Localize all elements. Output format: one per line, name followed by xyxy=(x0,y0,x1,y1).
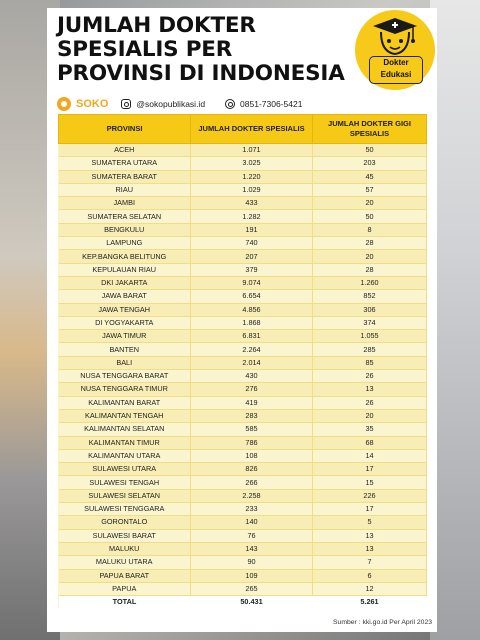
table-row xyxy=(59,223,427,236)
cell-provinsi: SUMATERA UTARA xyxy=(59,157,191,170)
graduate-face-icon xyxy=(355,10,435,60)
whatsapp-number: 0851-7306-5421 xyxy=(240,99,303,109)
cell-dokter-spesialis: 207 xyxy=(191,250,313,263)
cell-dokter-spesialis: 430 xyxy=(191,370,313,383)
cell-dokter-gigi-spesialis: 28 xyxy=(313,237,427,250)
cell-dokter-gigi-spesialis: 20 xyxy=(313,250,427,263)
cell-dokter-spesialis: 266 xyxy=(191,476,313,489)
cell-provinsi: BANTEN xyxy=(59,343,191,356)
contact-bar xyxy=(57,96,437,112)
table-row xyxy=(59,582,427,595)
cell-dokter-spesialis: 740 xyxy=(191,237,313,250)
table-row xyxy=(59,409,427,422)
infographic-card xyxy=(47,8,437,632)
table-row xyxy=(59,290,427,303)
cell-dokter-gigi-spesialis: 15 xyxy=(313,476,427,489)
cell-dokter-gigi-spesialis: 17 xyxy=(313,503,427,516)
source-note: Sumber : kki.go.id Per April 2023 xyxy=(333,619,432,626)
cell-provinsi: SULAWESI BARAT xyxy=(59,529,191,542)
cell-dokter-spesialis: 283 xyxy=(191,409,313,422)
cell-provinsi: KALIMANTAN UTARA xyxy=(59,449,191,462)
table-row xyxy=(59,343,427,356)
logo-text-line: Dokter xyxy=(383,58,409,67)
soko-brand: SOKO xyxy=(76,98,109,110)
header-provinsi: PROVINSI xyxy=(59,115,191,144)
cell-provinsi: LAMPUNG xyxy=(59,237,191,250)
cell-dokter-gigi-spesialis: 5 xyxy=(313,516,427,529)
cell-dokter-spesialis: 108 xyxy=(191,449,313,462)
cell-provinsi: RIAU xyxy=(59,183,191,196)
table-row xyxy=(59,263,427,276)
cell-dokter-spesialis: 143 xyxy=(191,542,313,555)
cell-dokter-gigi-spesialis: 6 xyxy=(313,569,427,582)
cell-provinsi: PAPUA BARAT xyxy=(59,569,191,582)
cell-dokter-spesialis: 6.654 xyxy=(191,290,313,303)
cell-dokter-gigi-spesialis: 13 xyxy=(313,383,427,396)
total-label: TOTAL xyxy=(59,596,191,609)
table-row xyxy=(59,542,427,555)
cell-provinsi: KEPULAUAN RIAU xyxy=(59,263,191,276)
table-row xyxy=(59,489,427,502)
total-dokter-spesialis: 50.431 xyxy=(191,596,313,609)
doctor-table xyxy=(58,114,426,608)
cell-dokter-spesialis: 1.868 xyxy=(191,316,313,329)
cell-dokter-spesialis: 379 xyxy=(191,263,313,276)
cell-provinsi: PAPUA xyxy=(59,582,191,595)
cell-dokter-gigi-spesialis: 7 xyxy=(313,556,427,569)
whatsapp-icon xyxy=(225,99,235,109)
cell-dokter-gigi-spesialis: 852 xyxy=(313,290,427,303)
table-row xyxy=(59,449,427,462)
cell-dokter-gigi-spesialis: 14 xyxy=(313,449,427,462)
cell-dokter-spesialis: 9.074 xyxy=(191,276,313,289)
cell-provinsi: KEP.BANGKA BELITUNG xyxy=(59,250,191,263)
table-row xyxy=(59,516,427,529)
cell-provinsi: DKI JAKARTA xyxy=(59,276,191,289)
cell-provinsi: BALI xyxy=(59,356,191,369)
table-total-row xyxy=(59,596,427,609)
table-row xyxy=(59,503,427,516)
table-row xyxy=(59,157,427,170)
table-row xyxy=(59,330,427,343)
table-row xyxy=(59,303,427,316)
cell-dokter-gigi-spesialis: 13 xyxy=(313,542,427,555)
table-row xyxy=(59,356,427,369)
cell-dokter-spesialis: 1.071 xyxy=(191,144,313,157)
cell-dokter-spesialis: 76 xyxy=(191,529,313,542)
table-row xyxy=(59,197,427,210)
table-row xyxy=(59,463,427,476)
table-row xyxy=(59,170,427,183)
cell-dokter-gigi-spesialis: 17 xyxy=(313,463,427,476)
soko-logo-icon xyxy=(57,97,71,111)
table-row xyxy=(59,423,427,436)
instagram-handle: @sokopublikasi.id xyxy=(136,99,206,109)
table-row xyxy=(59,370,427,383)
cell-provinsi: DI YOGYAKARTA xyxy=(59,316,191,329)
cell-dokter-spesialis: 1.029 xyxy=(191,183,313,196)
cell-provinsi: ACEH xyxy=(59,144,191,157)
cell-provinsi: MALUKU xyxy=(59,542,191,555)
table-row xyxy=(59,316,427,329)
table-row xyxy=(59,183,427,196)
cell-dokter-gigi-spesialis: 226 xyxy=(313,489,427,502)
cell-provinsi: SUMATERA SELATAN xyxy=(59,210,191,223)
cell-dokter-spesialis: 191 xyxy=(191,223,313,236)
title-line: PROVINSI DI INDONESIA xyxy=(57,61,345,86)
table-row xyxy=(59,144,427,157)
cell-dokter-gigi-spesialis: 306 xyxy=(313,303,427,316)
page-title xyxy=(57,14,357,86)
cell-provinsi: KALIMANTAN BARAT xyxy=(59,396,191,409)
cell-dokter-gigi-spesialis: 12 xyxy=(313,582,427,595)
cell-dokter-spesialis: 90 xyxy=(191,556,313,569)
cell-dokter-spesialis: 4.856 xyxy=(191,303,313,316)
cell-provinsi: MALUKU UTARA xyxy=(59,556,191,569)
cell-dokter-gigi-spesialis: 57 xyxy=(313,183,427,196)
cell-provinsi: SUMATERA BARAT xyxy=(59,170,191,183)
cell-provinsi: SULAWESI UTARA xyxy=(59,463,191,476)
total-dokter-gigi-spesialis: 5.261 xyxy=(313,596,427,609)
cell-provinsi: KALIMANTAN TENGAH xyxy=(59,409,191,422)
logo-text-line: Edukasi xyxy=(380,70,412,79)
cell-dokter-gigi-spesialis: 68 xyxy=(313,436,427,449)
cell-dokter-spesialis: 109 xyxy=(191,569,313,582)
cell-dokter-spesialis: 1.282 xyxy=(191,210,313,223)
cell-dokter-gigi-spesialis: 203 xyxy=(313,157,427,170)
cell-provinsi: KALIMANTAN TIMUR xyxy=(59,436,191,449)
cell-dokter-gigi-spesialis: 20 xyxy=(313,197,427,210)
dokter-edukasi-logo xyxy=(355,10,435,90)
cell-provinsi: JAWA BARAT xyxy=(59,290,191,303)
cell-dokter-spesialis: 233 xyxy=(191,503,313,516)
cell-dokter-gigi-spesialis: 1.055 xyxy=(313,330,427,343)
cell-dokter-gigi-spesialis: 45 xyxy=(313,170,427,183)
cell-dokter-spesialis: 585 xyxy=(191,423,313,436)
table-row xyxy=(59,250,427,263)
table-row xyxy=(59,436,427,449)
cell-dokter-gigi-spesialis: 8 xyxy=(313,223,427,236)
cell-dokter-spesialis: 2.014 xyxy=(191,356,313,369)
cell-provinsi: JAWA TIMUR xyxy=(59,330,191,343)
cell-dokter-gigi-spesialis: 285 xyxy=(313,343,427,356)
cell-dokter-gigi-spesialis: 26 xyxy=(313,370,427,383)
cell-dokter-gigi-spesialis: 20 xyxy=(313,409,427,422)
cell-dokter-spesialis: 6.831 xyxy=(191,330,313,343)
table-row xyxy=(59,569,427,582)
cell-provinsi: SULAWESI TENGGARA xyxy=(59,503,191,516)
cell-provinsi: NUSA TENGGARA TIMUR xyxy=(59,383,191,396)
table-row xyxy=(59,556,427,569)
table-row xyxy=(59,396,427,409)
background-right xyxy=(430,0,480,640)
cell-provinsi: GORONTALO xyxy=(59,516,191,529)
cell-provinsi: SULAWESI TENGAH xyxy=(59,476,191,489)
title-line: JUMLAH DOKTER xyxy=(57,13,256,38)
header-dokter-spesialis: JUMLAH DOKTER SPESIALIS xyxy=(191,115,313,144)
table-header-row xyxy=(59,115,427,144)
cell-dokter-gigi-spesialis: 85 xyxy=(313,356,427,369)
cell-provinsi: KALIMANTAN SELATAN xyxy=(59,423,191,436)
cell-dokter-gigi-spesialis: 28 xyxy=(313,263,427,276)
cell-dokter-spesialis: 265 xyxy=(191,582,313,595)
cell-dokter-gigi-spesialis: 13 xyxy=(313,529,427,542)
cell-provinsi: JAWA TENGAH xyxy=(59,303,191,316)
header-dokter-gigi-spesialis: JUMLAH DOKTER GIGI SPESIALIS xyxy=(313,115,427,144)
cell-dokter-spesialis: 276 xyxy=(191,383,313,396)
cell-dokter-spesialis: 433 xyxy=(191,197,313,210)
cell-dokter-spesialis: 3.025 xyxy=(191,157,313,170)
cell-dokter-spesialis: 140 xyxy=(191,516,313,529)
cell-provinsi: NUSA TENGGARA BARAT xyxy=(59,370,191,383)
cell-dokter-spesialis: 1.220 xyxy=(191,170,313,183)
cell-dokter-gigi-spesialis: 35 xyxy=(313,423,427,436)
cell-dokter-spesialis: 2.264 xyxy=(191,343,313,356)
cell-dokter-gigi-spesialis: 1.260 xyxy=(313,276,427,289)
cell-dokter-spesialis: 786 xyxy=(191,436,313,449)
table-row xyxy=(59,210,427,223)
instagram-icon xyxy=(121,99,131,109)
title-line: SPESIALIS PER xyxy=(57,37,233,62)
cell-dokter-gigi-spesialis: 26 xyxy=(313,396,427,409)
cell-dokter-gigi-spesialis: 50 xyxy=(313,144,427,157)
cell-dokter-gigi-spesialis: 374 xyxy=(313,316,427,329)
cell-dokter-spesialis: 2.258 xyxy=(191,489,313,502)
table-row xyxy=(59,383,427,396)
cell-dokter-spesialis: 826 xyxy=(191,463,313,476)
cell-provinsi: BENGKULU xyxy=(59,223,191,236)
cell-dokter-spesialis: 419 xyxy=(191,396,313,409)
table-row xyxy=(59,237,427,250)
table-row xyxy=(59,476,427,489)
logo-label xyxy=(369,56,423,84)
table-row xyxy=(59,529,427,542)
cell-provinsi: JAMBI xyxy=(59,197,191,210)
table-row xyxy=(59,276,427,289)
cell-provinsi: SULAWESI SELATAN xyxy=(59,489,191,502)
cell-dokter-gigi-spesialis: 50 xyxy=(313,210,427,223)
